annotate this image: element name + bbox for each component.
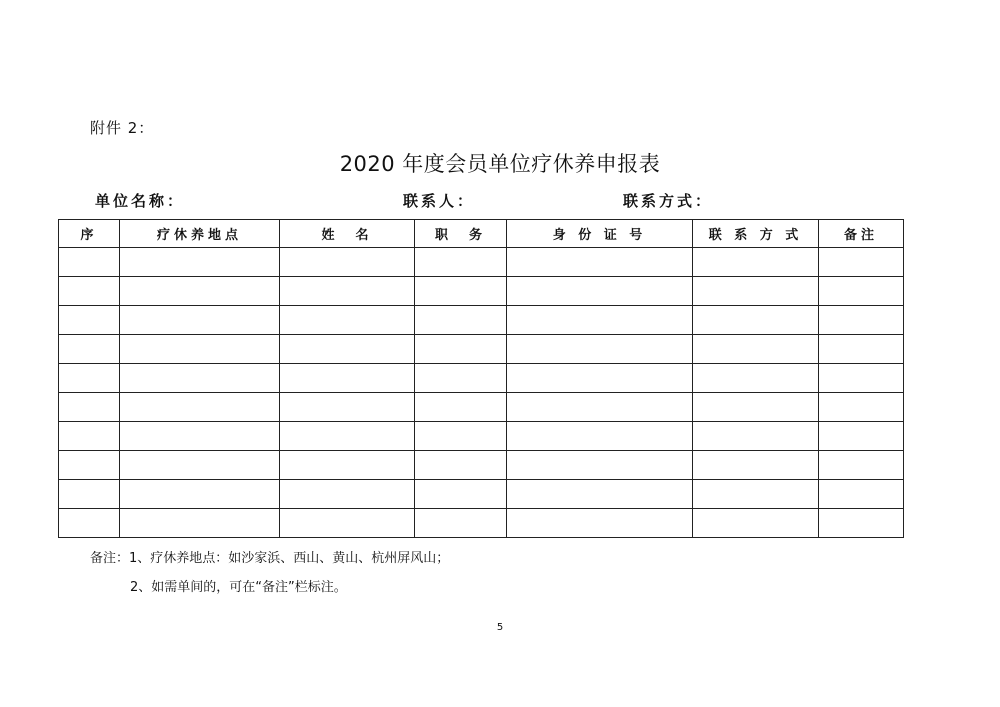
table-cell[interactable] (819, 335, 904, 364)
table-cell[interactable] (120, 393, 280, 422)
column-header-id-number: 身 份 证 号 (507, 220, 693, 248)
table-cell[interactable] (693, 248, 819, 277)
contact-person-label: 联系人： (403, 192, 476, 210)
attachment-label: 附件 2： (90, 119, 155, 137)
table-cell[interactable] (693, 451, 819, 480)
table-cell[interactable] (819, 364, 904, 393)
table-body (59, 248, 904, 538)
table-row (59, 364, 904, 393)
column-header-location: 疗休养地点 (120, 220, 280, 248)
table-cell[interactable] (280, 393, 415, 422)
table-cell[interactable] (507, 451, 693, 480)
table-cell[interactable] (59, 335, 120, 364)
table-cell[interactable] (819, 277, 904, 306)
table-cell[interactable] (507, 248, 693, 277)
table-cell[interactable] (819, 393, 904, 422)
table-cell[interactable] (415, 277, 507, 306)
table-cell[interactable] (59, 248, 120, 277)
table-cell[interactable] (280, 509, 415, 538)
table-row (59, 277, 904, 306)
column-header-index: 序 (59, 220, 120, 248)
table-cell[interactable] (59, 480, 120, 509)
table-cell[interactable] (415, 509, 507, 538)
table-cell[interactable] (59, 277, 120, 306)
table-cell[interactable] (507, 422, 693, 451)
table-cell[interactable] (120, 364, 280, 393)
table-cell[interactable] (415, 306, 507, 335)
table-cell[interactable] (819, 509, 904, 538)
table-row (59, 451, 904, 480)
table-cell[interactable] (120, 335, 280, 364)
table-cell[interactable] (415, 335, 507, 364)
table-cell[interactable] (415, 480, 507, 509)
contact-method-label: 联系方式： (623, 192, 714, 210)
table-cell[interactable] (693, 422, 819, 451)
column-header-contact: 联 系 方 式 (693, 220, 819, 248)
table-cell[interactable] (120, 451, 280, 480)
note-line-2: 2、如需单间的，可在“备注”栏标注。 (130, 580, 347, 595)
table-row (59, 422, 904, 451)
table-cell[interactable] (280, 306, 415, 335)
table-header-row (59, 220, 904, 248)
table-cell[interactable] (415, 422, 507, 451)
table-cell[interactable] (507, 335, 693, 364)
table-row (59, 509, 904, 538)
column-header-name: 姓 名 (280, 220, 415, 248)
table-cell[interactable] (415, 364, 507, 393)
table-cell[interactable] (120, 248, 280, 277)
table-cell[interactable] (693, 393, 819, 422)
table-cell[interactable] (59, 451, 120, 480)
table-cell[interactable] (819, 306, 904, 335)
table-row (59, 248, 904, 277)
note-line-1: 备注：1、疗休养地点：如沙家浜、西山、黄山、杭州屏风山； (90, 551, 450, 566)
table-row (59, 306, 904, 335)
table-cell[interactable] (415, 393, 507, 422)
table-cell[interactable] (693, 277, 819, 306)
unit-name-label: 单位名称： (95, 192, 186, 210)
table-cell[interactable] (507, 480, 693, 509)
table-cell[interactable] (415, 451, 507, 480)
table-cell[interactable] (59, 509, 120, 538)
table-cell[interactable] (693, 364, 819, 393)
table-cell[interactable] (693, 509, 819, 538)
table-cell[interactable] (693, 335, 819, 364)
table-row (59, 480, 904, 509)
column-header-remarks: 备注 (819, 220, 904, 248)
table-cell[interactable] (507, 277, 693, 306)
column-header-position: 职 务 (415, 220, 507, 248)
table-cell[interactable] (819, 451, 904, 480)
table-cell[interactable] (693, 306, 819, 335)
table-cell[interactable] (819, 248, 904, 277)
table-cell[interactable] (280, 480, 415, 509)
table-cell[interactable] (280, 277, 415, 306)
table-cell[interactable] (59, 364, 120, 393)
table-cell[interactable] (693, 480, 819, 509)
page-number: 5 (496, 622, 504, 633)
document-title: 2020 年度会员单位疗休养申报表 (339, 152, 661, 176)
table-cell[interactable] (280, 335, 415, 364)
table-cell[interactable] (415, 248, 507, 277)
table-cell[interactable] (59, 422, 120, 451)
table-cell[interactable] (507, 306, 693, 335)
table-row (59, 335, 904, 364)
table-cell[interactable] (280, 422, 415, 451)
table-cell[interactable] (120, 306, 280, 335)
table-cell[interactable] (819, 480, 904, 509)
table-cell[interactable] (819, 422, 904, 451)
table-cell[interactable] (280, 451, 415, 480)
table-cell[interactable] (507, 393, 693, 422)
table-cell[interactable] (120, 277, 280, 306)
table-cell[interactable] (280, 364, 415, 393)
table-cell[interactable] (120, 509, 280, 538)
table-cell[interactable] (120, 480, 280, 509)
table-cell[interactable] (59, 393, 120, 422)
table-row (59, 393, 904, 422)
table-cell[interactable] (120, 422, 280, 451)
table-cell[interactable] (280, 248, 415, 277)
table-cell[interactable] (59, 306, 120, 335)
application-table (58, 219, 904, 538)
table-cell[interactable] (507, 364, 693, 393)
table-cell[interactable] (507, 509, 693, 538)
